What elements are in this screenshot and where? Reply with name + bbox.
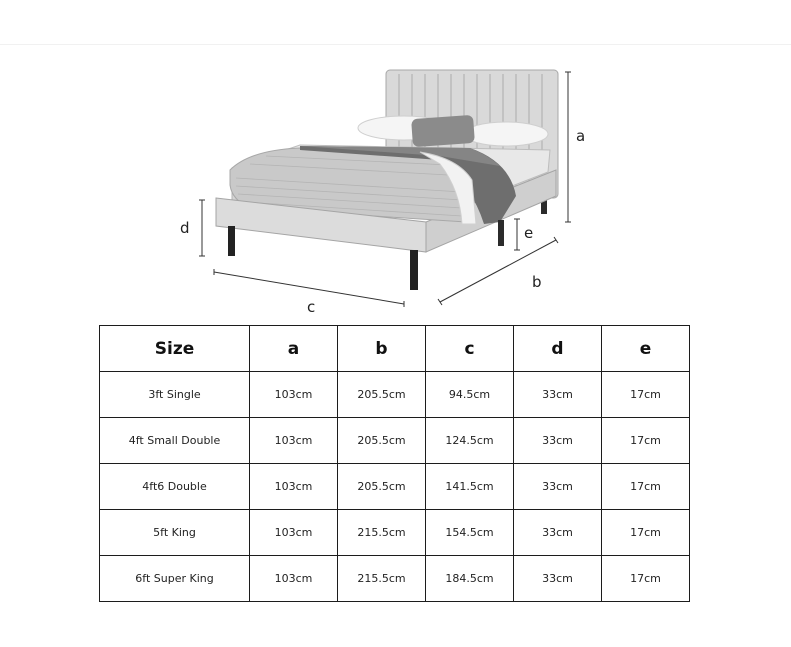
cell-size: 6ft Super King [100, 556, 250, 602]
cell-a: 103cm [250, 372, 338, 418]
cell-size: 5ft King [100, 510, 250, 556]
cell-b: 215.5cm [338, 556, 426, 602]
header-size: Size [100, 326, 250, 372]
header-a: a [250, 326, 338, 372]
dimension-label-b: b [532, 273, 542, 291]
cell-b: 205.5cm [338, 464, 426, 510]
cell-e: 17cm [602, 510, 690, 556]
header-c: c [426, 326, 514, 372]
table-row [100, 464, 690, 510]
dimension-line-e [514, 219, 520, 250]
cell-a: 103cm [250, 464, 338, 510]
table-row [100, 372, 690, 418]
cell-d: 33cm [514, 556, 602, 602]
dimension-label-e: e [524, 224, 534, 242]
table-header-row [100, 326, 690, 372]
cell-size: 3ft Single [100, 372, 250, 418]
header-e: e [602, 326, 690, 372]
header-d: d [514, 326, 602, 372]
dimension-line-a [565, 72, 571, 222]
bed-leg-back-left [498, 220, 504, 246]
bed-leg-front-right [410, 250, 418, 290]
dimension-line-d [199, 200, 205, 256]
cell-a: 103cm [250, 556, 338, 602]
cell-c: 94.5cm [426, 372, 514, 418]
cell-d: 33cm [514, 464, 602, 510]
dimension-label-a: a [576, 127, 586, 145]
cell-size: 4ft6 Double [100, 464, 250, 510]
cell-d: 33cm [514, 510, 602, 556]
cell-c: 154.5cm [426, 510, 514, 556]
cell-b: 215.5cm [338, 510, 426, 556]
table-row [100, 418, 690, 464]
cell-a: 103cm [250, 418, 338, 464]
cell-size: 4ft Small Double [100, 418, 250, 464]
cell-b: 205.5cm [338, 372, 426, 418]
table-row [100, 556, 690, 602]
cell-a: 103cm [250, 510, 338, 556]
cell-e: 17cm [602, 372, 690, 418]
dimension-line-b [438, 237, 558, 305]
cell-e: 17cm [602, 464, 690, 510]
cell-c: 184.5cm [426, 556, 514, 602]
dimension-label-d: d [180, 219, 190, 237]
cell-b: 205.5cm [338, 418, 426, 464]
header-b: b [338, 326, 426, 372]
bed-leg-front-left [228, 226, 235, 256]
dimension-label-c: c [307, 298, 316, 316]
cell-e: 17cm [602, 418, 690, 464]
table-row [100, 510, 690, 556]
cell-c: 124.5cm [426, 418, 514, 464]
cell-e: 17cm [602, 556, 690, 602]
cell-c: 141.5cm [426, 464, 514, 510]
bed-size-table [99, 325, 690, 602]
bed-dimension-diagram [0, 0, 791, 320]
cell-d: 33cm [514, 418, 602, 464]
cell-d: 33cm [514, 372, 602, 418]
